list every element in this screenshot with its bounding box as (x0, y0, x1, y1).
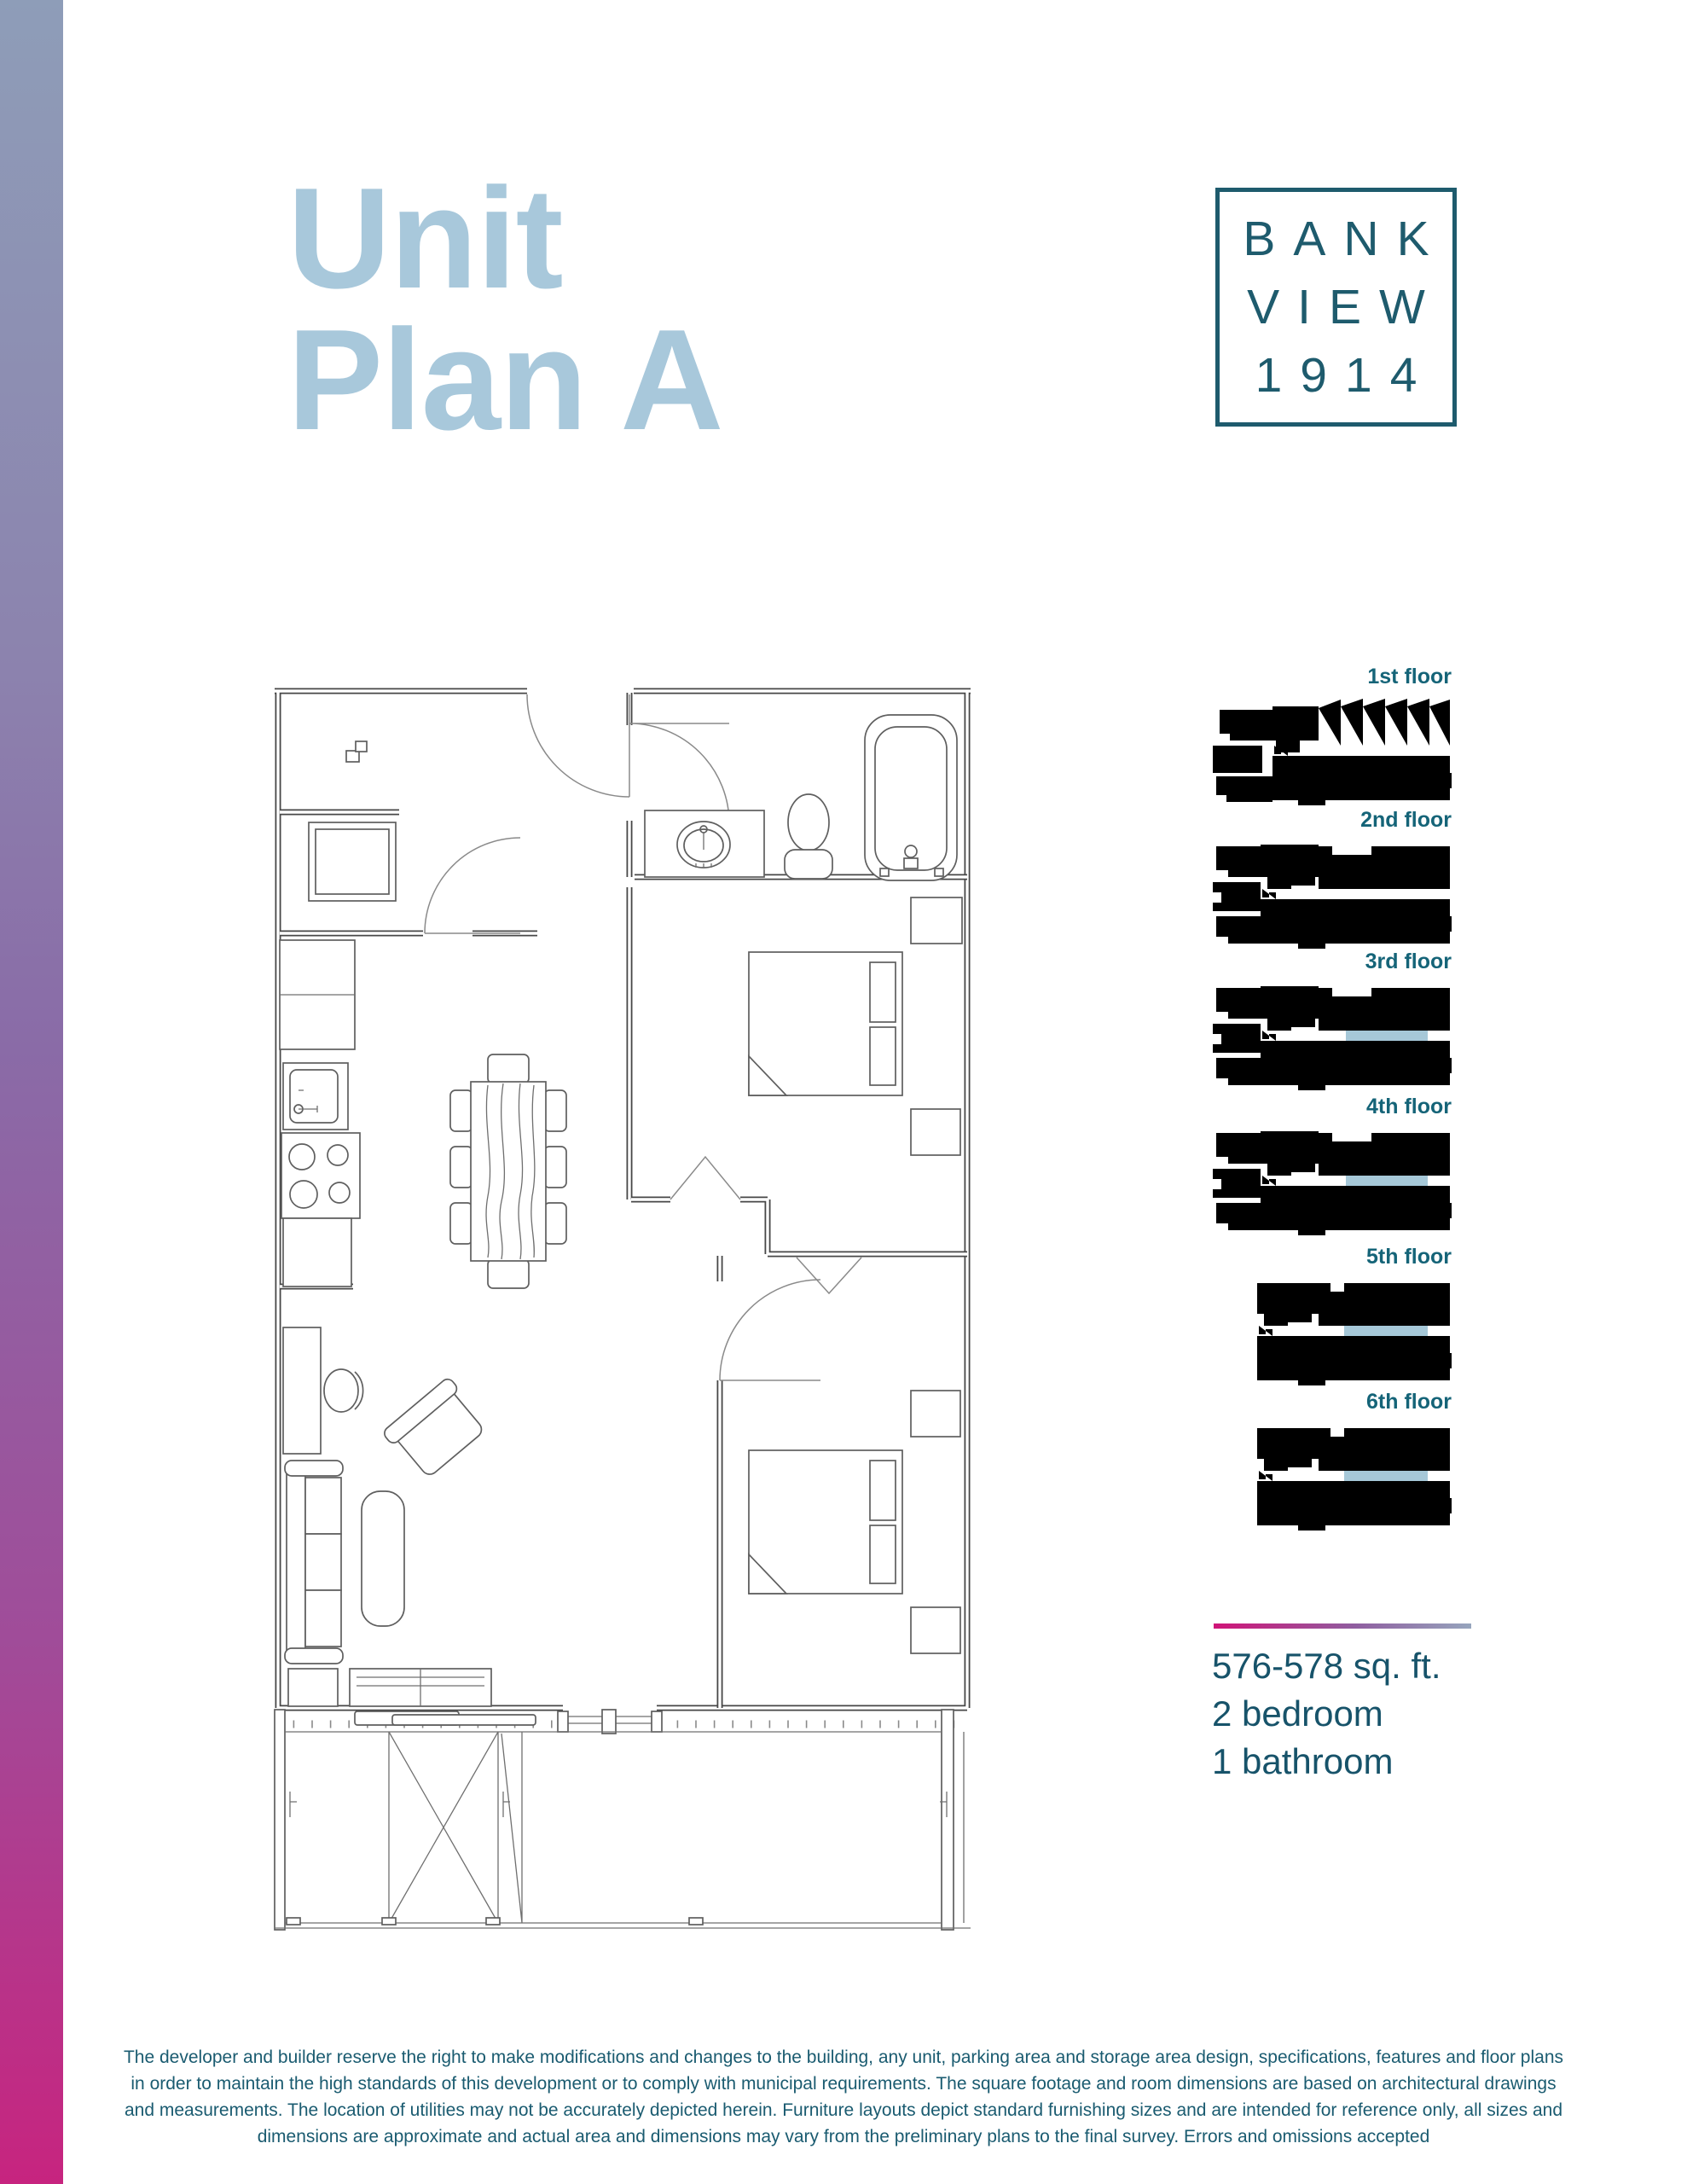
bankview-logo (1215, 188, 1457, 427)
balcony (275, 1710, 971, 1930)
disclaimer-line: dimensions are approximate and actual area and dimensions may vary from the preliminary plans to the final survey. Errors and omissions accepted (257, 2127, 1430, 2146)
page-title (287, 158, 723, 460)
unit-bedrooms: 2 bedroom (1212, 1693, 1383, 1734)
dining-set (450, 1054, 566, 1288)
gradient-divider (1214, 1623, 1471, 1629)
floor-section-2 (1204, 808, 1453, 950)
bedroom-2-furniture (749, 1391, 960, 1653)
logo-line3: 1914 (1255, 348, 1435, 403)
floor-diagram-2 (1204, 836, 1453, 950)
floor-label-1: 1st floor (1367, 665, 1452, 688)
unit-stats (1212, 1642, 1441, 1786)
floor-label-6: 6th floor (1366, 1390, 1452, 1414)
floor-diagram-1 (1204, 693, 1453, 807)
floor-label-5: 5th floor (1366, 1245, 1452, 1269)
floor-label-3: 3rd floor (1365, 950, 1452, 973)
floor-section-5 (1204, 1245, 1453, 1387)
unit-area: 576-578 sq. ft. (1212, 1646, 1441, 1686)
page-title-line1: Unit (287, 158, 563, 318)
floor-label-4: 4th floor (1366, 1095, 1452, 1118)
floor-diagram-4 (1204, 1123, 1453, 1237)
floor-section-1 (1204, 665, 1453, 807)
entry-closet (280, 741, 396, 1049)
floor-diagram-5 (1204, 1273, 1453, 1387)
kitchen-fixtures (281, 1063, 360, 1287)
disclaimer (0, 2044, 1687, 2150)
logo-line2: VIEW (1247, 280, 1443, 334)
disclaimer-line: in order to maintain the high standards of this development or to comply with municipal requirements. The square footage and room dimensions are based on architectural drawings (130, 2074, 1557, 2094)
unit-floor-plan (273, 682, 974, 1945)
bottom-windows (275, 1710, 971, 1734)
floor-diagram-3 (1204, 978, 1453, 1092)
floor-diagram-6 (1204, 1418, 1453, 1532)
accent-gradient-bar (0, 0, 63, 2184)
bedroom-1-furniture (749, 897, 962, 1155)
logo-line1: BANK (1243, 212, 1447, 266)
unit-bathrooms: 1 bathroom (1212, 1741, 1394, 1781)
disclaimer-line: The developer and builder reserve the right to make modifications and changes to the building, any unit, parking area and storage area design, specifications, features and floor plans (123, 2048, 1564, 2067)
bathroom-fixtures (645, 715, 957, 880)
living-room-furniture (283, 1327, 491, 1706)
floor-section-6 (1204, 1390, 1453, 1532)
floor-label-2: 2nd floor (1360, 808, 1452, 832)
disclaimer-line: and measurements. The location of utilities may not be accurately depicted herein. Furniture layouts depict standard furnishing sizes and are intended for reference only, all sizes and (125, 2100, 1562, 2120)
floor-section-4 (1204, 1095, 1453, 1237)
floor-section-3 (1204, 950, 1453, 1092)
page-title-line2: Plan A (287, 299, 723, 460)
